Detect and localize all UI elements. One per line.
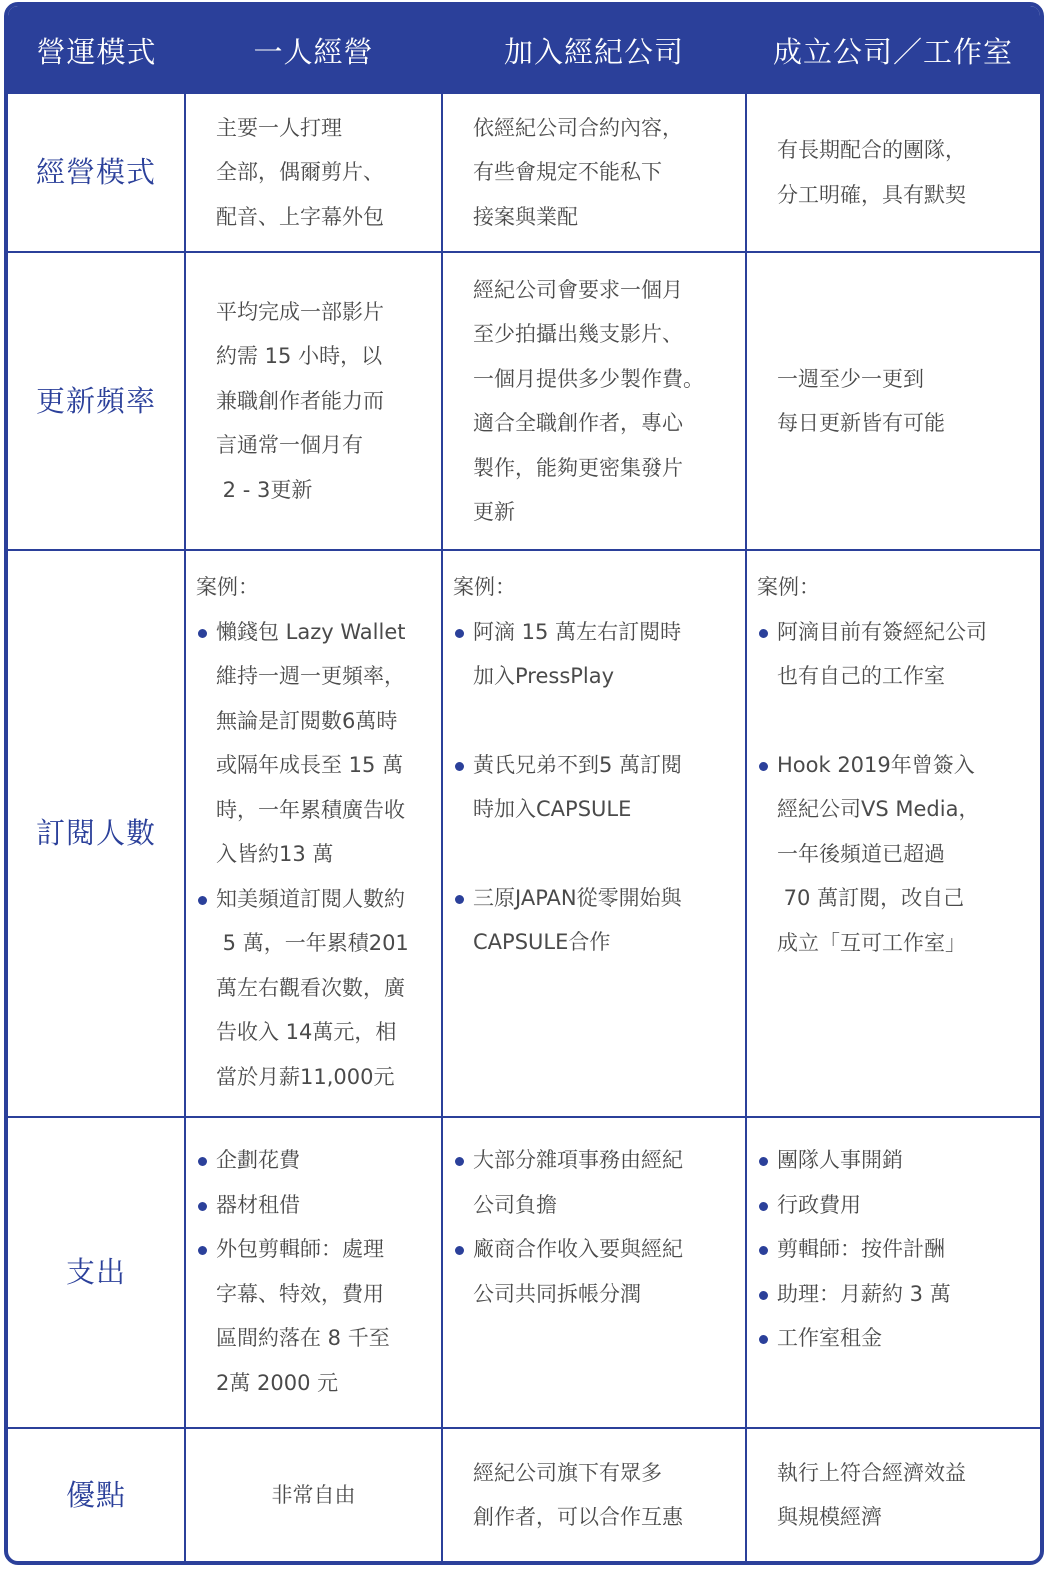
cell-pros-studio <box>746 1428 1040 1561</box>
row-pros <box>8 1428 1040 1561</box>
text-line: 適合全職創作者，專心 <box>473 411 683 435</box>
text-line: 經紀公司VS Media， <box>777 797 980 821</box>
text-line: 言通常一個月有 <box>216 433 363 458</box>
text-line: 經紀公司會要求一個月 <box>473 277 683 302</box>
list-item <box>196 1138 431 1183</box>
text-line: 一年後頻道已超過 <box>777 841 945 866</box>
text-line: 執行上符合經濟效益 <box>777 1460 966 1485</box>
bullet-list <box>196 1138 431 1405</box>
bullet-list <box>757 610 1030 966</box>
bullet-list <box>196 610 431 1100</box>
text-line: 創作者，可以合作互惠 <box>473 1505 683 1529</box>
text-line: 接案與業配 <box>473 204 578 229</box>
text-line: 更新 <box>473 500 515 524</box>
text-line: 阿滴 15 萬左右訂閱時 <box>473 619 682 644</box>
cell-cost-agency <box>442 1117 746 1428</box>
list-item <box>453 743 735 832</box>
text-line: 兼職創作者能力而 <box>216 388 384 413</box>
row-model <box>8 94 1040 252</box>
text-line: 全部，偶爾剪片、 <box>216 160 384 185</box>
text-line: 有些會規定不能私下 <box>473 160 662 185</box>
text-line: 有長期配合的團隊， <box>777 138 966 162</box>
row-label-freq: 更新頻率 <box>8 252 185 550</box>
text-line: 平均完成一部影片 <box>216 299 384 324</box>
row-subs <box>8 550 1040 1117</box>
list-item <box>757 1272 1030 1317</box>
text-line: 阿滴目前有簽經紀公司 <box>777 619 987 644</box>
text-line: 維持一週一更頻率， <box>216 664 405 688</box>
cell-cost-solo <box>185 1117 442 1428</box>
text-line: 當於月薪11,000元 <box>216 1064 395 1089</box>
text-line: 製作，能夠更密集發片 <box>473 455 683 480</box>
list-item <box>757 1316 1030 1361</box>
cell-freq-agency <box>442 252 746 550</box>
text-line: 2 - 3更新 <box>216 477 313 502</box>
text-line: 非常自由 <box>271 1482 356 1507</box>
cell-model-agency <box>442 94 746 252</box>
text-line: 企劃花費 <box>216 1148 300 1172</box>
cell-subs-studio <box>746 550 1040 1117</box>
text-line: 區間約落在 8 千至 <box>216 1326 390 1350</box>
text-line: 與規模經濟 <box>777 1505 882 1529</box>
row-label-pros: 優點 <box>8 1428 185 1561</box>
text-line: 團隊人事開銷 <box>777 1148 903 1172</box>
bullet-list <box>453 1138 735 1316</box>
header-agency: 加入經紀公司 <box>442 6 746 94</box>
text-line: 分工明確，具有默契 <box>777 182 966 207</box>
header-solo: 一人經營 <box>185 6 442 94</box>
text-line: 成立「互可工作室」 <box>777 930 966 955</box>
row-cost <box>8 1117 1040 1428</box>
list-item <box>757 1138 1030 1183</box>
text-line: 5 萬，一年累積201 <box>216 931 409 955</box>
bullet-list <box>453 610 735 965</box>
bullet-list <box>757 1138 1030 1361</box>
text-line: 剪輯師：按件計酬 <box>777 1237 945 1261</box>
text-line: 告收入 14萬元，相 <box>216 1020 397 1044</box>
cell-pros-agency <box>442 1428 746 1561</box>
text-line: 大部分雜項事務由經紀 <box>473 1148 683 1172</box>
text-line: 懶錢包 Lazy Wallet <box>216 619 406 644</box>
text-line: 行政費用 <box>777 1192 861 1217</box>
list-item <box>453 876 735 965</box>
text-line: Hook 2019年曾簽入 <box>777 752 975 777</box>
list-item <box>757 1227 1030 1272</box>
text-line: 一個月提供多少製作費。 <box>473 366 704 391</box>
case-caption: 案例： <box>196 575 259 599</box>
text-line: 三原JAPAN從零開始與 <box>473 885 682 910</box>
list-item <box>196 610 431 877</box>
text-line: 助理：月薪約 3 萬 <box>777 1281 951 1306</box>
cell-pros-solo <box>185 1428 442 1561</box>
text-line: 時加入CAPSULE <box>473 797 632 821</box>
text-line: 配音、上字幕外包 <box>216 204 384 229</box>
text-line: 依經紀公司合約內容， <box>473 115 683 140</box>
text-line: 2萬 2000 元 <box>216 1370 339 1395</box>
text-line: 也有自己的工作室 <box>777 664 945 688</box>
text-line: 無論是訂閱數6萬時 <box>216 708 398 733</box>
text-line: 加入PressPlay <box>473 664 615 688</box>
text-line: 廠商合作收入要與經紀 <box>473 1237 683 1261</box>
text-line: 至少拍攝出幾支影片、 <box>473 322 683 346</box>
cell-model-studio <box>746 94 1040 252</box>
list-item <box>453 1138 735 1227</box>
text-line: 器材租借 <box>216 1192 300 1217</box>
list-item <box>196 1227 431 1405</box>
text-line: 公司共同拆帳分潤 <box>473 1281 641 1306</box>
list-item <box>196 1183 431 1228</box>
header-row <box>8 6 1040 94</box>
list-item <box>757 610 1030 699</box>
list-item <box>453 610 735 699</box>
header-studio: 成立公司／工作室 <box>746 6 1040 94</box>
text-line: 約需 15 小時，以 <box>216 344 383 369</box>
row-label-subs: 訂閱人數 <box>8 550 185 1117</box>
comparison-table-frame <box>4 2 1044 1565</box>
text-line: 時，一年累積廣告收 <box>216 797 405 822</box>
text-line: 主要一人打理 <box>216 115 342 140</box>
row-label-cost: 支出 <box>8 1117 185 1428</box>
case-caption: 案例： <box>453 575 516 599</box>
text-line: 黃氏兄弟不到5 萬訂閱 <box>473 752 683 777</box>
text-line: 外包剪輯師：處理 <box>216 1237 384 1261</box>
cell-freq-studio <box>746 252 1040 550</box>
header-mode: 營運模式 <box>8 6 185 94</box>
cell-subs-agency <box>442 550 746 1117</box>
cell-model-solo <box>185 94 442 252</box>
text-line: 每日更新皆有可能 <box>777 411 945 435</box>
text-line: 經紀公司旗下有眾多 <box>473 1460 662 1485</box>
list-item <box>196 877 431 1100</box>
list-item <box>453 1227 735 1316</box>
text-line: 工作室租金 <box>777 1326 882 1350</box>
text-line: 70 萬訂閱，改自己 <box>777 886 965 910</box>
text-line: 公司負擔 <box>473 1192 557 1217</box>
text-line: 一週至少一更到 <box>777 366 924 391</box>
cell-freq-solo <box>185 252 442 550</box>
case-caption: 案例： <box>757 575 820 599</box>
row-label-model: 經營模式 <box>8 94 185 252</box>
text-line: 或隔年成長至 15 萬 <box>216 753 404 777</box>
text-line: CAPSULE合作 <box>473 930 611 954</box>
cell-subs-solo <box>185 550 442 1117</box>
list-item <box>757 743 1030 966</box>
row-freq <box>8 252 1040 550</box>
text-line: 字幕、特效，費用 <box>216 1281 384 1306</box>
comparison-table <box>8 6 1040 1561</box>
list-item <box>757 1183 1030 1228</box>
cell-cost-studio <box>746 1117 1040 1428</box>
text-line: 入皆約13 萬 <box>216 842 334 866</box>
text-line: 萬左右觀看次數，廣 <box>216 975 405 1000</box>
text-line: 知美頻道訂閱人數約 <box>216 886 405 911</box>
